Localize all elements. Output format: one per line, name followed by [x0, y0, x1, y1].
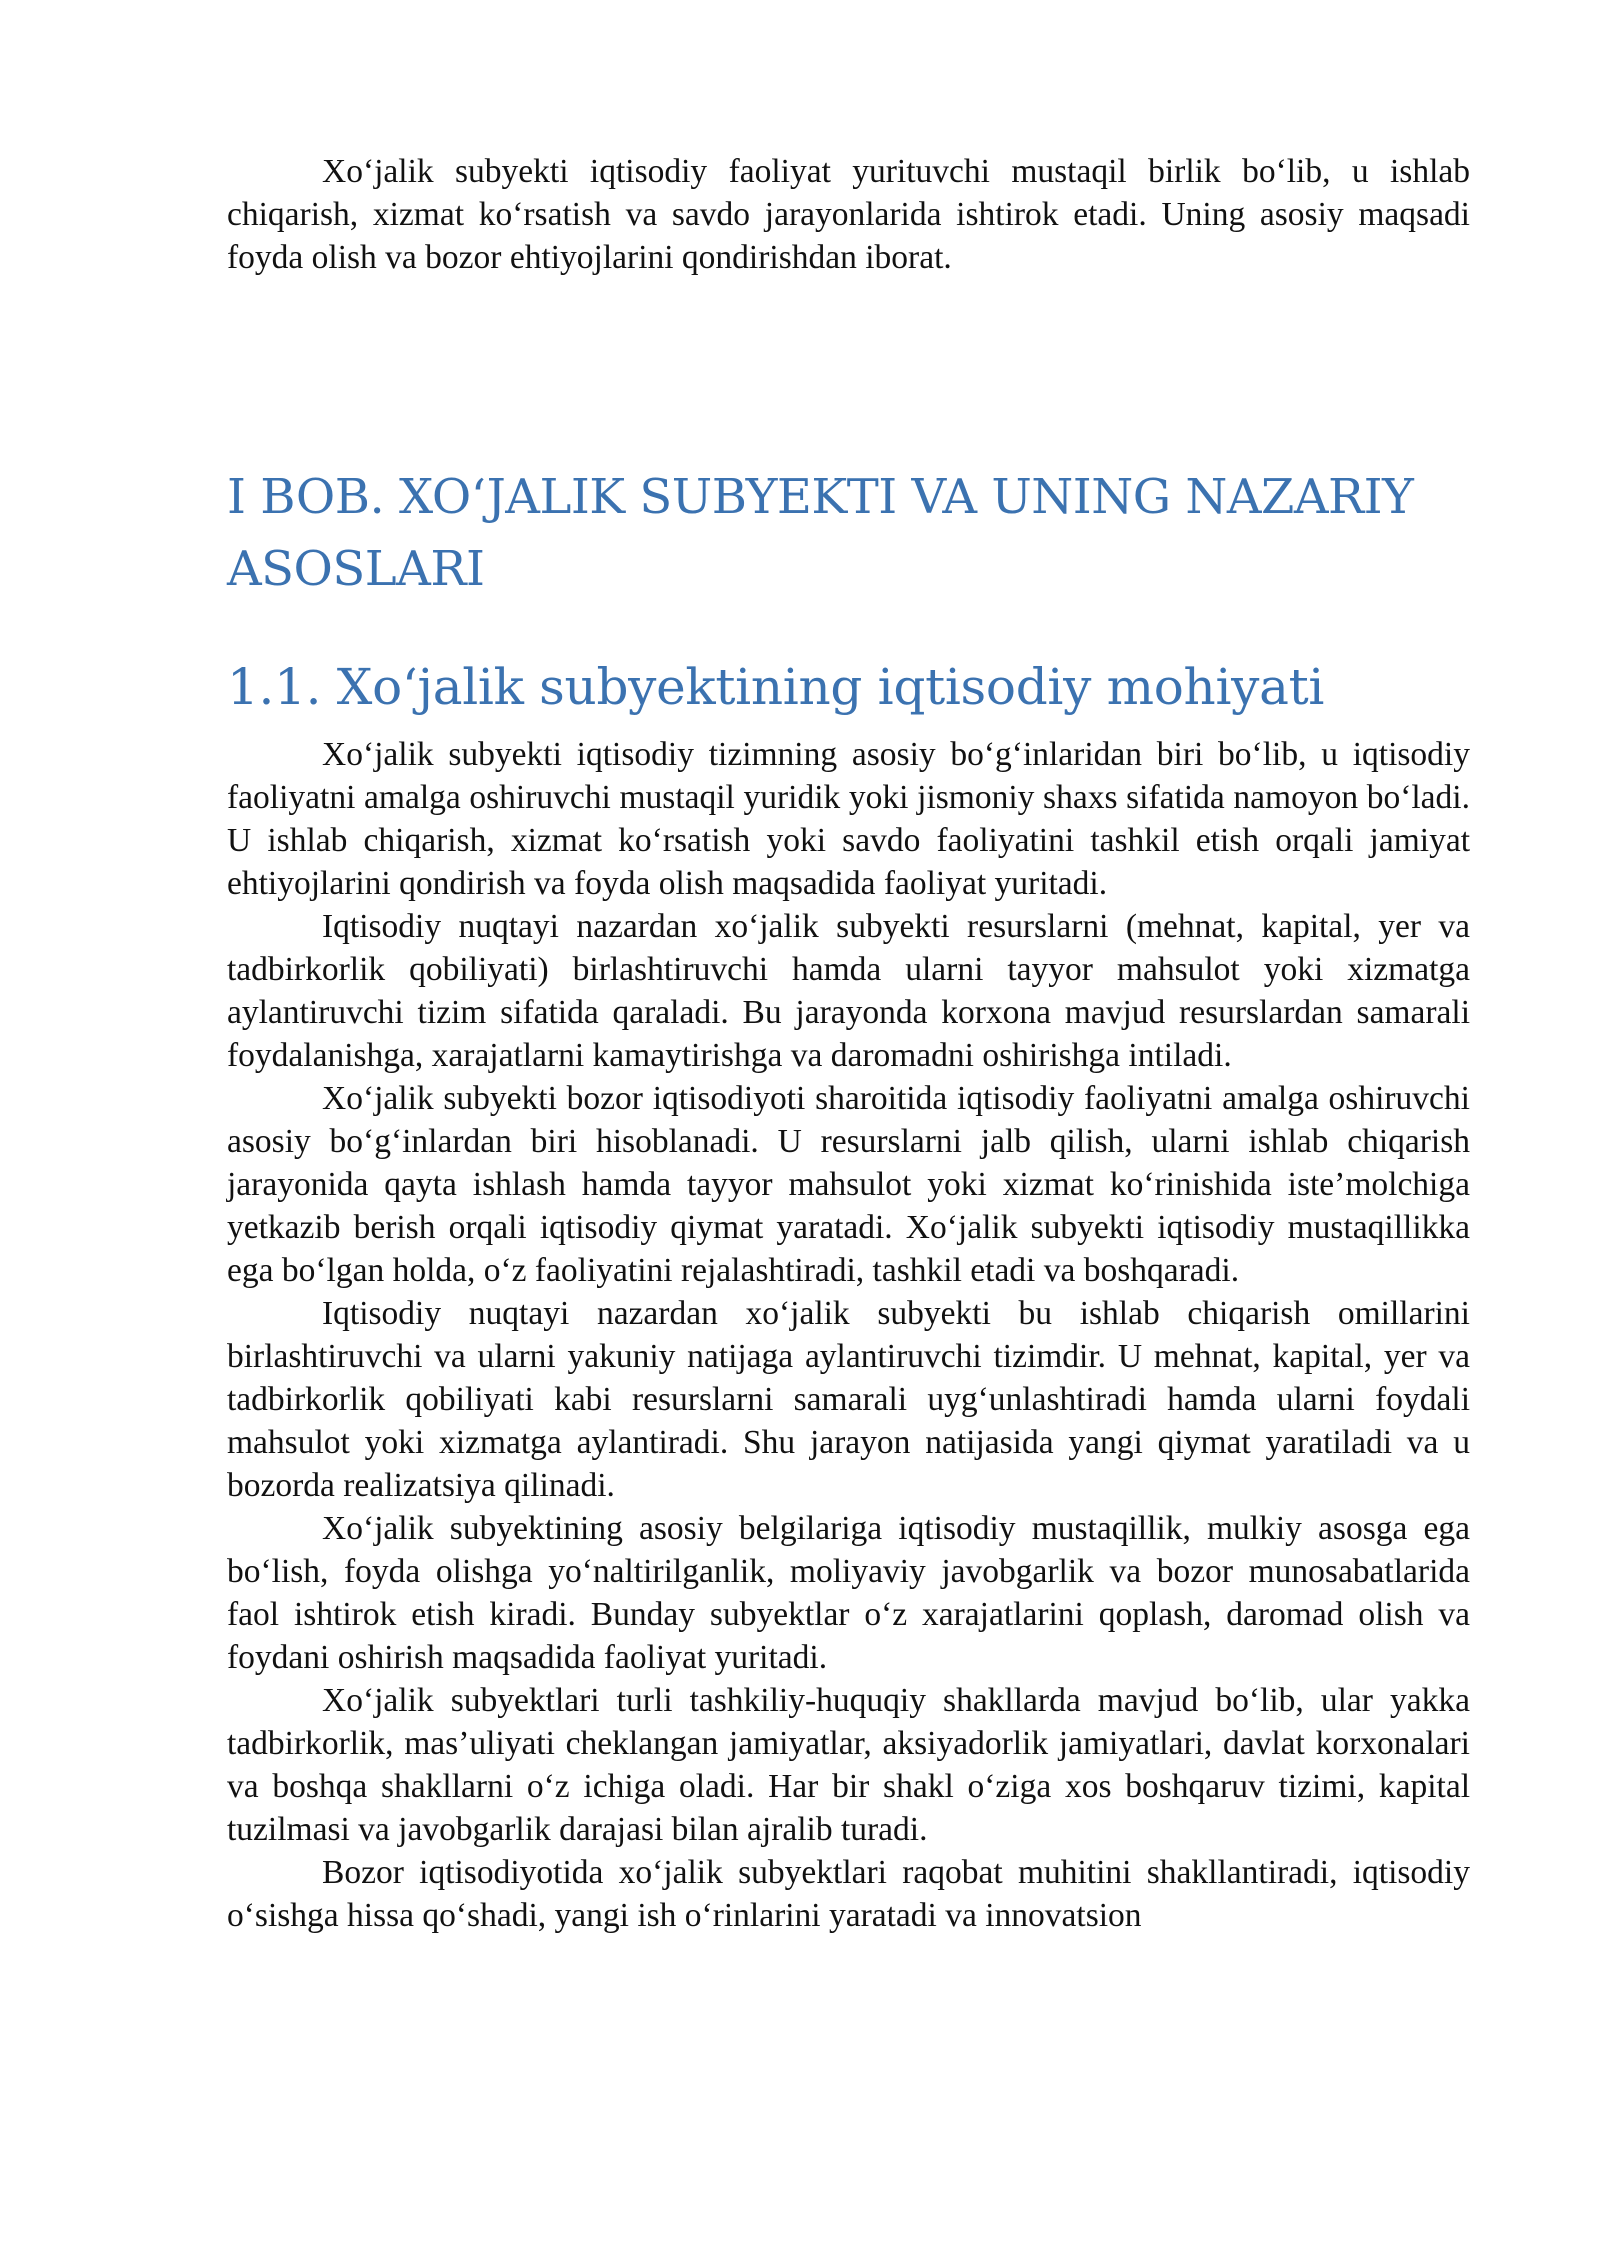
body-paragraph: Xo‘jalik subyektlari turli tashkiliy-huquqiy shakllarda mavjud bo‘lib, ular yakka tadbirkorlik, mas’uliyati cheklangan jamiyatlar, aksiyadorlik jamiyatlari, davlat korxonalari va boshqa shakllarni o‘z ichiga oladi. Har bir shakl o‘ziga xos boshqaruv tizimi, kapital tuzilmasi va javobgarlik darajasi bilan ajralib turadi.: [227, 1682, 1470, 1848]
intro-paragraph: Xo‘jalik subyekti iqtisodiy faoliyat yurituvchi mustaqil birlik bo‘lib, u ishlab chiqarish, xizmat ko‘rsatish va savdo jarayonlarida ishtirok etadi. Uning asosiy maqsadi foyda olish va bozor ehtiyojlarini qondirishdan iborat.: [227, 153, 1470, 276]
body-paragraph: Xo‘jalik subyekti iqtisodiy tizimning asosiy bo‘g‘inlaridan biri bo‘lib, u iqtisodiy faoliyatni amalga oshiruvchi mustaqil yuridik yoki jismoniy shaxs sifatida namoyon bo‘ladi. U ishlab chiqarish, xizmat ko‘rsatish yoki savdo faoliyatini tashkil etish orqali jamiyat ehtiyojlarini qondirish va foyda olish maqsadida faoliyat yuritadi.: [227, 736, 1470, 902]
body-paragraph: Iqtisodiy nuqtayi nazardan xo‘jalik subyekti bu ishlab chiqarish omillarini birlashtiruvchi va ularni yakuniy natijaga aylantiruvchi tizimdir. U mehnat, kapital, yer va tadbirkorlik qobiliyati kabi resurslarni samarali uyg‘unlashtiradi hamda ularni foydali mahsulot yoki xizmatga aylantiradi. Shu jarayon natijasida yangi qiymat yaratiladi va u bozorda realizatsiya qilinadi.: [227, 1295, 1470, 1504]
body-paragraph-continued: Bozor iqtisodiyotida xo‘jalik subyektlari raqobat muhitini shakllantiradi, iqtisodiy o‘sishga hissa qo‘shadi, yangi ish o‘rinlarini yaratadi va innovatsion: [227, 1854, 1470, 1934]
section-body: [227, 733, 1470, 1937]
chapter-title: I BOB. XO‘JALIK SUBYEKTI VA UNING NAZARIY ASOSLARI: [227, 469, 1414, 597]
section-title: 1.1. Xo‘jalik subyektining iqtisodiy mohiyati: [227, 658, 1325, 716]
body-paragraph: Xo‘jalik subyektining asosiy belgilariga iqtisodiy mustaqillik, mulkiy asosga ega bo‘lish, foyda olishga yo‘naltirilganlik, moliyaviy javobgarlik va bozor munosabatlarida faol ishtirok etish kiradi. Bunday subyektlar o‘z xarajatlarini qoplash, daromad olish va foydani oshirish maqsadida faoliyat yuritadi.: [227, 1510, 1470, 1676]
body-paragraph: Xo‘jalik subyekti bozor iqtisodiyoti sharoitida iqtisodiy faoliyatni amalga oshiruvchi asosiy bo‘g‘inlardan biri hisoblanadi. U resurslarni jalb qilish, ularni ishlab chiqarish jarayonida qayta ishlash hamda tayyor mahsulot yoki xizmat ko‘rinishida iste’molchiga yetkazib berish orqali iqtisodiy qiymat yaratadi. Xo‘jalik subyekti iqtisodiy mustaqillikka ega bo‘lgan holda, o‘z faoliyatini rejalashtiradi, tashkil etadi va boshqaradi.: [227, 1080, 1470, 1289]
body-paragraph: Iqtisodiy nuqtayi nazardan xo‘jalik subyekti resurslarni (mehnat, kapital, yer va tadbirkorlik qobiliyati) birlashtiruvchi hamda ularni tayyor mahsulot yoki xizmatga aylantiruvchi tizim sifatida qaraladi. Bu jarayonda korxona mavjud resurslardan samarali foydalanishga, xarajatlarni kamaytirishga va daromadni oshirishga intiladi.: [227, 908, 1470, 1074]
